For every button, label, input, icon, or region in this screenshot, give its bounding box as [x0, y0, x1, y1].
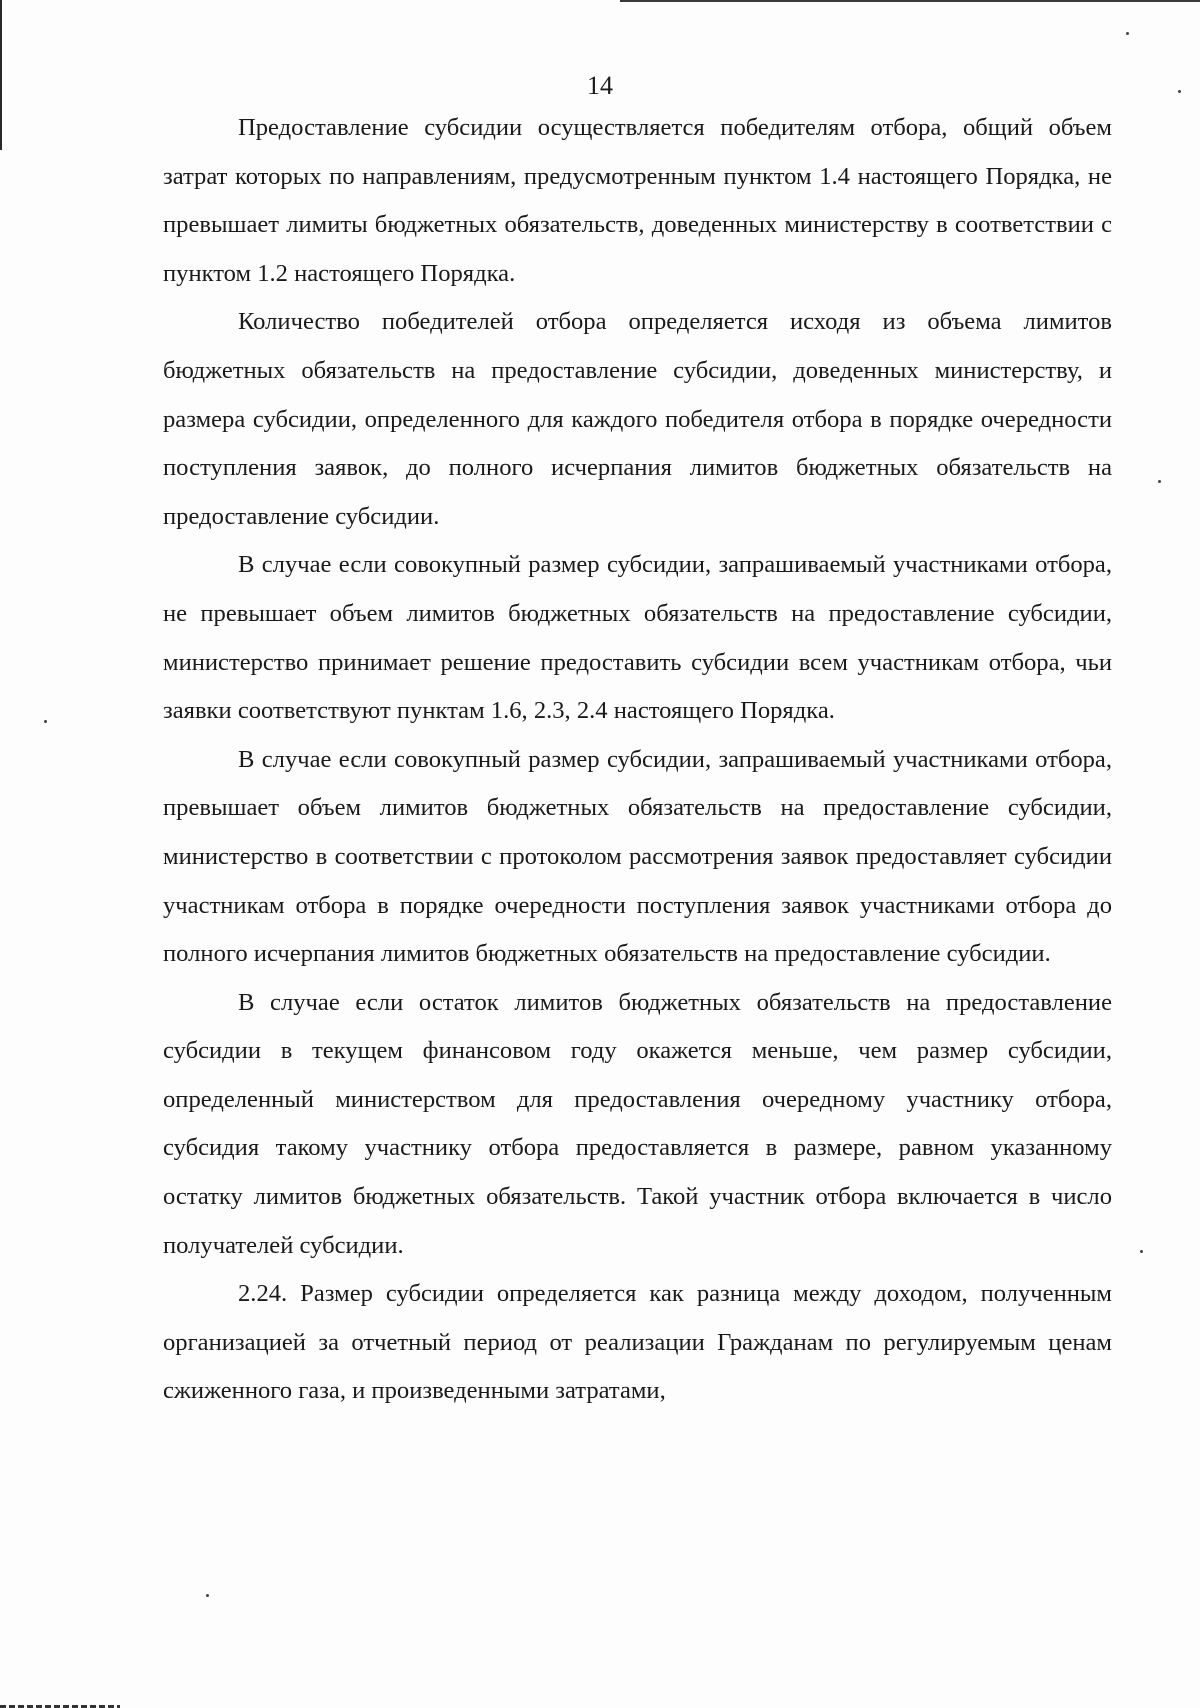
paragraph: 2.24. Размер субсидии определяется как разница между доходом, полученным организацией за отчетный период от реализации Гражданам по регулируемым ценам сжиженного газа, и произведенными затратами, [163, 1280, 1112, 1405]
paragraph: Количество победителей отбора определяется исходя из объема лимитов бюджетных обязательств на предоставление субсидии, доведенных министерству, и размера субсидии, определенного для каждого победителя отбора в порядке очередности поступления заявок, до полного исчерпания лимитов бюджетных обязательств на предоставление субсидии. [163, 308, 1112, 530]
scan-speck [1140, 1250, 1143, 1253]
scan-speck [1158, 480, 1161, 483]
paragraph: В случае если остаток лимитов бюджетных обязательств на предоставление субсидии в текущем финансовом году окажется меньше, чем размер субсидии, определенный министерством для предоставления очередному участнику отбора, субсидия такому участнику отбора предоставляется в размере, равном указанному остатку лимитов бюджетных обязательств. Такой участник отбора включается в число получателей субсидии. [163, 988, 1112, 1259]
page-number: 14 [587, 71, 613, 100]
paragraph: В случае если совокупный размер субсидии, запрашиваемый участниками отбора, не превышает объем лимитов бюджетных обязательств на предоставление субсидии, министерство принимает решение предоставить субсидии всем участникам отбора, чьи заявки соответствуют пунктам 1.6, 2.3, 2.4 настоящего Порядка. [163, 551, 1112, 725]
scan-speck [1126, 32, 1129, 35]
scan-speck [44, 720, 47, 723]
paragraph: Предоставление субсидии осуществляется победителям отбора, общий объем затрат которых по направлениям, предусмотренным пунктом 1.4 настоящего Порядка, не превышает лимиты бюджетных обязательств, доведенных министерству в соответствии с пунктом 1.2 настоящего Порядка. [163, 114, 1112, 287]
paragraph: В случае если совокупный размер субсидии, запрашиваемый участниками отбора, превышает объем лимитов бюджетных обязательств на предоставление субсидии, министерство в соответствии с протоколом рассмотрения заявок предоставляет субсидии участникам отбора в порядке очередности поступления заявок участниками отбора до полного исчерпания лимитов бюджетных обязательств на предоставление субсидии. [163, 745, 1112, 968]
scan-speck [206, 1594, 209, 1597]
scan-edge-top [620, 0, 1200, 2]
document-body [163, 104, 1112, 1416]
